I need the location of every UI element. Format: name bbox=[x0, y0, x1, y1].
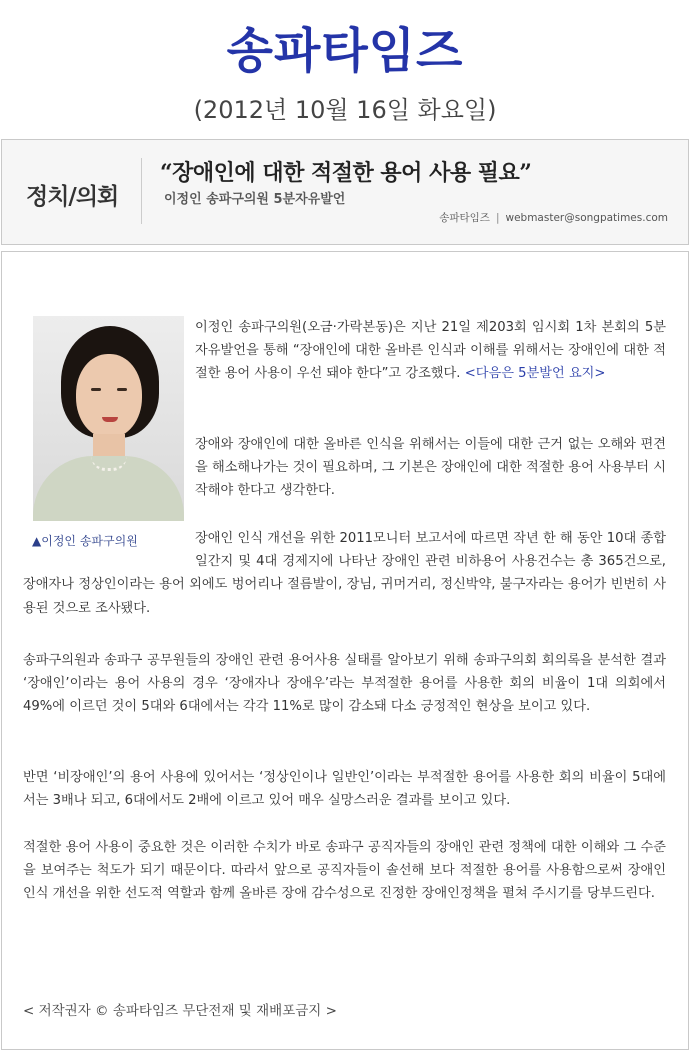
councilor-photo bbox=[33, 316, 184, 521]
publication-date: (2012년 10월 16일 화요일) bbox=[193, 96, 497, 124]
photo-eye-right bbox=[117, 388, 127, 391]
copyright-notice: < 저작권자 © 송파타임즈 무단전재 및 재배포금지 > bbox=[23, 1003, 337, 1019]
article-paragraph-5: 반면 ‘비장애인’의 용어 사용에 있어서는 ‘정상인이나 일반인’이라는 부적절한 용어를 사용한 회의 비율이 5대에서는 3배나 되고, 6대에서도 2배에 이르고 있어 매우 실망스러운 결과를 보이고 있다. bbox=[23, 770, 666, 809]
article-paragraph-3 bbox=[23, 527, 666, 620]
newspaper-logo[interactable]: 송파타임즈 bbox=[226, 23, 464, 79]
masthead bbox=[0, 0, 690, 140]
article-paragraph-2: 장애와 장애인에 대한 올바른 인식을 위해서는 이들에 대한 근거 없는 오해와 편견을 해소해나가는 것이 필요하며, 그 기본은 장애인에 대한 적절한 용어 사용부터 시작해야 한다고 생각한다. bbox=[195, 437, 666, 499]
paragraph-3-text: 장애인 인식 개선을 위한 2011모니터 보고서에 따르면 작년 한 해 동안 10대 종합일간지 및 4대 경제지에 나타난 장애인 관련 비하용어 사용건수는 총 365건으로, 장애자나 정상인이라는 용어 외에도 벙어리나 절름발이, 장님, 귀머거리, 정신박약, 불구자라는 용어가 빈번히 사용된 것으로 조사됐다. bbox=[23, 531, 666, 616]
article-header bbox=[1, 139, 689, 245]
article-paragraph-1 bbox=[195, 316, 666, 386]
byline-separator: | bbox=[495, 212, 500, 224]
article-headline: “장애인에 대한 적절한 용어 사용 필요” bbox=[160, 160, 532, 186]
section-label[interactable]: 정치/의회 bbox=[26, 184, 119, 210]
photo-caption: ▲이정인 송파구의원 bbox=[32, 534, 138, 548]
byline-email[interactable]: webmaster@songpatimes.com bbox=[505, 212, 668, 224]
photo-eye-left bbox=[91, 388, 101, 391]
article-subheadline: 이정인 송파구의원 5분자유발언 bbox=[164, 192, 346, 207]
speech-summary-link[interactable]: <다음은 5분발언 요지> bbox=[464, 366, 606, 382]
photo-face bbox=[76, 354, 142, 438]
photo-mouth bbox=[102, 417, 118, 422]
paragraph-3-photo-spacer bbox=[23, 527, 195, 573]
byline bbox=[439, 210, 668, 225]
article-paragraph-4: 송파구의원과 송파구 공무원들의 장애인 관련 용어사용 실태를 알아보기 위해 송파구의회 회의록을 분석한 결과 ‘장애인’이라는 용어 사용의 경우 ‘장애자나 장애우’라는 부적절한 용어를 사용한 회의 비율이 1대 의회에서 49%에 이르던 것이 5대와 6대에서는 각각 11%로 많이 감소돼 다소 긍정적인 현상을 보이고 있다. bbox=[23, 653, 666, 715]
paragraph-1-text: 이정인 송파구의원(오금·가락본동)은 지난 21일 제203회 임시회 1차 본회의 5분자유발언을 통해 “장애인에 대한 올바른 인식과 이해를 위해서는 장애인에 대한 적절한 용어 사용이 우선 돼야 한다”고 강조했다. bbox=[195, 320, 666, 382]
article-body bbox=[1, 251, 689, 1050]
byline-publisher: 송파타임즈 bbox=[439, 212, 490, 224]
article-paragraph-6: 적절한 용어 사용이 중요한 것은 이러한 수치가 바로 송파구 공직자들의 장애인 관련 정책에 대한 이해와 그 수준을 보여주는 척도가 되기 때문이다. 따라서 앞으로 공직자들이 솔선해 보다 적절한 용어를 사용함으로써 장애인 인식 개선을 위한 선도적 역할과 함께 올바른 장애 감수성으로 진정한 장애인정책을 펼쳐 주시기를 당부드린다. bbox=[23, 840, 666, 902]
header-divider bbox=[141, 158, 142, 224]
